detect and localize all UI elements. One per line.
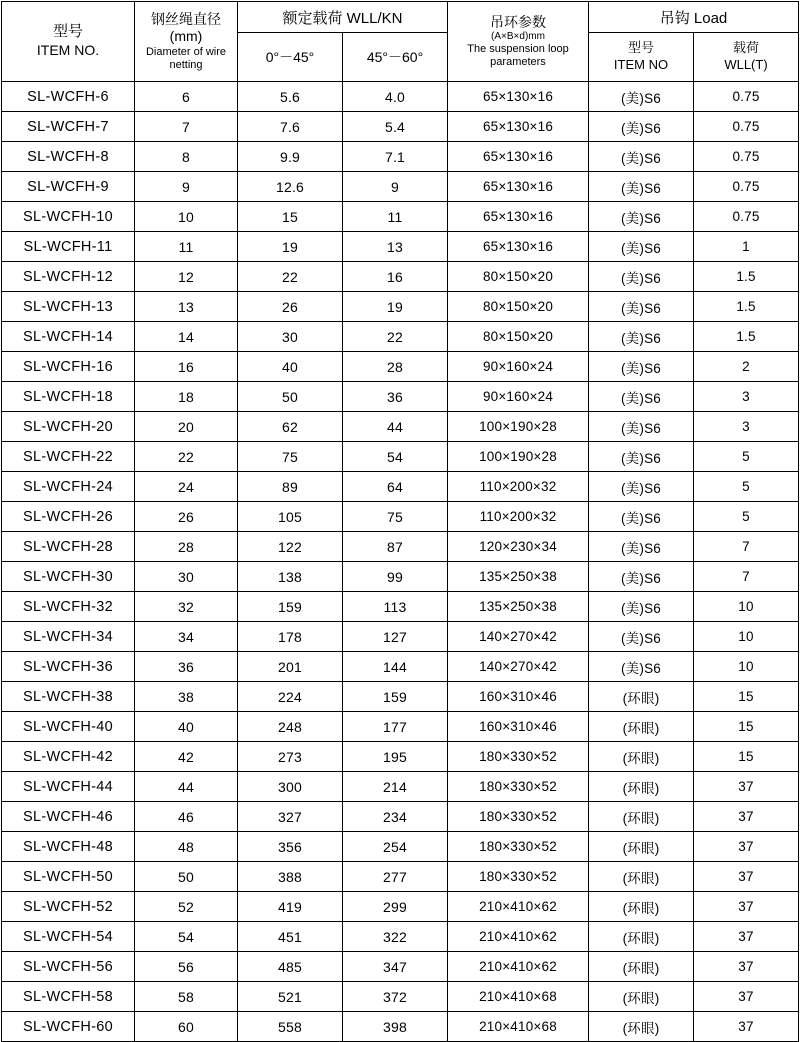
cell-wll-0-45: 419: [238, 892, 343, 922]
cell-wire-diameter: 12: [135, 262, 238, 292]
cell-wire-diameter: 14: [135, 322, 238, 352]
cell-item-no: SL-WCFH-38: [2, 682, 135, 712]
cell-hook-item-no: (美)S6: [589, 292, 694, 322]
cell-wire-diameter: 22: [135, 442, 238, 472]
cell-loop-parameters: 180×330×52: [448, 802, 589, 832]
cell-wire-diameter: 38: [135, 682, 238, 712]
header-hook-item-no: [589, 33, 694, 82]
cell-wll-45-60: 398: [343, 1012, 448, 1042]
cell-loop-parameters: 110×200×32: [448, 502, 589, 532]
cell-loop-parameters: 65×130×16: [448, 172, 589, 202]
table-row: [2, 862, 799, 892]
cell-wire-diameter: 42: [135, 742, 238, 772]
cell-hook-item-no: (美)S6: [589, 172, 694, 202]
cell-hook-load: 15: [694, 682, 799, 712]
table-row: [2, 922, 799, 952]
header-hook-item-cn: 型号: [627, 40, 654, 56]
cell-wire-diameter: 26: [135, 502, 238, 532]
cell-loop-parameters: 140×270×42: [448, 652, 589, 682]
header-wll-0-45: 0°－45°: [238, 33, 343, 82]
cell-item-no: SL-WCFH-36: [2, 652, 135, 682]
cell-hook-item-no: (环眼): [589, 922, 694, 952]
cell-hook-item-no: (美)S6: [589, 112, 694, 142]
cell-hook-item-no: (美)S6: [589, 82, 694, 112]
cell-hook-item-no: (美)S6: [589, 592, 694, 622]
cell-hook-load: 0.75: [694, 142, 799, 172]
cell-item-no: SL-WCFH-16: [2, 352, 135, 382]
cell-hook-item-no: (美)S6: [589, 412, 694, 442]
cell-loop-parameters: 80×150×20: [448, 262, 589, 292]
cell-wire-diameter: 40: [135, 712, 238, 742]
cell-item-no: SL-WCFH-50: [2, 862, 135, 892]
table-row: [2, 292, 799, 322]
cell-hook-load: 0.75: [694, 112, 799, 142]
cell-item-no: SL-WCFH-8: [2, 142, 135, 172]
table-row: [2, 262, 799, 292]
header-hook-group: 吊钩 Load: [589, 2, 799, 33]
table-row: [2, 1012, 799, 1042]
cell-wire-diameter: 9: [135, 172, 238, 202]
cell-wire-diameter: 46: [135, 802, 238, 832]
cell-wll-45-60: 254: [343, 832, 448, 862]
cell-wire-diameter: 7: [135, 112, 238, 142]
cell-loop-parameters: 210×410×62: [448, 952, 589, 982]
cell-wll-45-60: 195: [343, 742, 448, 772]
table-row: [2, 382, 799, 412]
table-row: [2, 982, 799, 1012]
cell-hook-load: 1.5: [694, 292, 799, 322]
cell-wll-0-45: 485: [238, 952, 343, 982]
cell-hook-load: 37: [694, 922, 799, 952]
cell-item-no: SL-WCFH-13: [2, 292, 135, 322]
cell-wll-0-45: 159: [238, 592, 343, 622]
cell-wll-0-45: 388: [238, 862, 343, 892]
cell-wll-0-45: 40: [238, 352, 343, 382]
cell-item-no: SL-WCFH-58: [2, 982, 135, 1012]
cell-hook-load: 37: [694, 952, 799, 982]
cell-loop-parameters: 140×270×42: [448, 622, 589, 652]
cell-hook-item-no: (环眼): [589, 892, 694, 922]
cell-loop-parameters: 90×160×24: [448, 382, 589, 412]
cell-wll-45-60: 75: [343, 502, 448, 532]
cell-loop-parameters: 180×330×52: [448, 832, 589, 862]
cell-hook-load: 37: [694, 772, 799, 802]
cell-loop-parameters: 90×160×24: [448, 352, 589, 382]
cell-wll-0-45: 5.6: [238, 82, 343, 112]
cell-hook-load: 5: [694, 472, 799, 502]
cell-hook-load: 3: [694, 412, 799, 442]
cell-item-no: SL-WCFH-24: [2, 472, 135, 502]
cell-wll-45-60: 22: [343, 322, 448, 352]
cell-item-no: SL-WCFH-34: [2, 622, 135, 652]
cell-wll-45-60: 214: [343, 772, 448, 802]
cell-hook-load: 10: [694, 592, 799, 622]
cell-item-no: SL-WCFH-9: [2, 172, 135, 202]
header-loop-parameters: [448, 2, 589, 82]
cell-hook-item-no: (环眼): [589, 742, 694, 772]
cell-wll-0-45: 89: [238, 472, 343, 502]
cell-wll-45-60: 159: [343, 682, 448, 712]
table-row: [2, 322, 799, 352]
header-item-no-en: ITEM NO.: [36, 42, 100, 59]
table-row: [2, 622, 799, 652]
cell-item-no: SL-WCFH-42: [2, 742, 135, 772]
cell-wll-0-45: 201: [238, 652, 343, 682]
cell-wll-0-45: 451: [238, 922, 343, 952]
header-loop-en: The suspension loop parameters: [467, 43, 569, 69]
header-row-main: [2, 2, 799, 33]
cell-hook-item-no: (美)S6: [589, 232, 694, 262]
cell-wll-0-45: 248: [238, 712, 343, 742]
cell-item-no: SL-WCFH-26: [2, 502, 135, 532]
cell-loop-parameters: 160×310×46: [448, 682, 589, 712]
cell-wll-45-60: 322: [343, 922, 448, 952]
table-row: [2, 232, 799, 262]
cell-item-no: SL-WCFH-40: [2, 712, 135, 742]
cell-wll-0-45: 22: [238, 262, 343, 292]
specification-table: [1, 1, 799, 1042]
cell-wll-45-60: 13: [343, 232, 448, 262]
cell-hook-load: 1: [694, 232, 799, 262]
cell-hook-item-no: (环眼): [589, 1012, 694, 1042]
cell-hook-load: 7: [694, 532, 799, 562]
cell-wll-45-60: 99: [343, 562, 448, 592]
cell-wire-diameter: 20: [135, 412, 238, 442]
cell-loop-parameters: 180×330×52: [448, 742, 589, 772]
cell-wire-diameter: 10: [135, 202, 238, 232]
table-header: [2, 2, 799, 82]
cell-wll-45-60: 127: [343, 622, 448, 652]
cell-wll-45-60: 234: [343, 802, 448, 832]
cell-wll-45-60: 277: [343, 862, 448, 892]
cell-wll-45-60: 177: [343, 712, 448, 742]
cell-wll-45-60: 113: [343, 592, 448, 622]
table-row: [2, 142, 799, 172]
cell-loop-parameters: 65×130×16: [448, 232, 589, 262]
cell-loop-parameters: 135×250×38: [448, 592, 589, 622]
cell-hook-load: 15: [694, 712, 799, 742]
cell-loop-parameters: 80×150×20: [448, 292, 589, 322]
table-row: [2, 652, 799, 682]
cell-wire-diameter: 24: [135, 472, 238, 502]
header-hook-item-en: ITEM NO: [613, 57, 669, 72]
cell-loop-parameters: 210×410×68: [448, 982, 589, 1012]
table-row: [2, 502, 799, 532]
cell-wire-diameter: 8: [135, 142, 238, 172]
header-hook-load-cn: 载荷: [732, 40, 759, 56]
cell-hook-item-no: (美)S6: [589, 202, 694, 232]
cell-wll-45-60: 299: [343, 892, 448, 922]
table-row: [2, 832, 799, 862]
cell-loop-parameters: 100×190×28: [448, 442, 589, 472]
cell-loop-parameters: 135×250×38: [448, 562, 589, 592]
table-row: [2, 532, 799, 562]
cell-item-no: SL-WCFH-60: [2, 1012, 135, 1042]
header-wire-diameter-cn: 钢丝绳直径(mm): [151, 10, 221, 45]
cell-wll-0-45: 105: [238, 502, 343, 532]
cell-item-no: SL-WCFH-44: [2, 772, 135, 802]
cell-wll-0-45: 122: [238, 532, 343, 562]
cell-wll-0-45: 19: [238, 232, 343, 262]
cell-wll-45-60: 5.4: [343, 112, 448, 142]
cell-hook-load: 37: [694, 862, 799, 892]
cell-wire-diameter: 60: [135, 1012, 238, 1042]
cell-hook-item-no: (美)S6: [589, 322, 694, 352]
cell-loop-parameters: 160×310×46: [448, 712, 589, 742]
cell-item-no: SL-WCFH-46: [2, 802, 135, 832]
cell-item-no: SL-WCFH-22: [2, 442, 135, 472]
cell-wll-0-45: 224: [238, 682, 343, 712]
cell-hook-item-no: (美)S6: [589, 262, 694, 292]
cell-item-no: SL-WCFH-14: [2, 322, 135, 352]
cell-item-no: SL-WCFH-6: [2, 82, 135, 112]
cell-loop-parameters: 210×410×68: [448, 1012, 589, 1042]
cell-wire-diameter: 30: [135, 562, 238, 592]
cell-wire-diameter: 16: [135, 352, 238, 382]
cell-hook-load: 0.75: [694, 202, 799, 232]
cell-hook-item-no: (环眼): [589, 772, 694, 802]
cell-hook-load: 37: [694, 832, 799, 862]
cell-wire-diameter: 58: [135, 982, 238, 1012]
cell-wll-0-45: 30: [238, 322, 343, 352]
cell-wll-0-45: 26: [238, 292, 343, 322]
cell-wll-0-45: 15: [238, 202, 343, 232]
cell-hook-load: 1.5: [694, 262, 799, 292]
cell-wll-45-60: 7.1: [343, 142, 448, 172]
table-row: [2, 202, 799, 232]
cell-hook-load: 15: [694, 742, 799, 772]
cell-wire-diameter: 48: [135, 832, 238, 862]
header-item-no: [2, 2, 135, 82]
cell-wire-diameter: 18: [135, 382, 238, 412]
table-row: [2, 892, 799, 922]
table-row: [2, 952, 799, 982]
table-row: [2, 742, 799, 772]
cell-hook-item-no: (环眼): [589, 802, 694, 832]
cell-hook-load: 2: [694, 352, 799, 382]
cell-hook-load: 37: [694, 1012, 799, 1042]
cell-item-no: SL-WCFH-54: [2, 922, 135, 952]
cell-wll-45-60: 36: [343, 382, 448, 412]
cell-hook-item-no: (环眼): [589, 982, 694, 1012]
header-wire-diameter: [135, 2, 238, 82]
cell-wire-diameter: 52: [135, 892, 238, 922]
table-row: [2, 472, 799, 502]
cell-wll-0-45: 12.6: [238, 172, 343, 202]
cell-wire-diameter: 34: [135, 622, 238, 652]
cell-hook-load: 0.75: [694, 82, 799, 112]
cell-hook-item-no: (美)S6: [589, 562, 694, 592]
cell-wll-45-60: 28: [343, 352, 448, 382]
cell-wire-diameter: 36: [135, 652, 238, 682]
cell-loop-parameters: 180×330×52: [448, 772, 589, 802]
cell-wire-diameter: 54: [135, 922, 238, 952]
cell-item-no: SL-WCFH-48: [2, 832, 135, 862]
cell-wll-0-45: 356: [238, 832, 343, 862]
header-item-no-cn: 型号: [52, 23, 83, 41]
table-row: [2, 442, 799, 472]
cell-wire-diameter: 44: [135, 772, 238, 802]
header-loop-sub: (A×B×d)mm: [491, 31, 545, 43]
cell-hook-load: 1.5: [694, 322, 799, 352]
table-row: [2, 412, 799, 442]
cell-item-no: SL-WCFH-12: [2, 262, 135, 292]
cell-hook-item-no: (美)S6: [589, 502, 694, 532]
cell-wll-0-45: 7.6: [238, 112, 343, 142]
cell-hook-load: 5: [694, 442, 799, 472]
cell-wire-diameter: 56: [135, 952, 238, 982]
cell-item-no: SL-WCFH-20: [2, 412, 135, 442]
cell-wire-diameter: 13: [135, 292, 238, 322]
table-row: [2, 352, 799, 382]
cell-hook-load: 37: [694, 802, 799, 832]
cell-hook-load: 37: [694, 892, 799, 922]
cell-hook-load: 10: [694, 652, 799, 682]
cell-hook-item-no: (环眼): [589, 682, 694, 712]
cell-hook-item-no: (美)S6: [589, 472, 694, 502]
table-row: [2, 682, 799, 712]
cell-wll-45-60: 372: [343, 982, 448, 1012]
cell-wire-diameter: 6: [135, 82, 238, 112]
table-body: [2, 82, 799, 1042]
cell-wll-45-60: 54: [343, 442, 448, 472]
cell-loop-parameters: 180×330×52: [448, 862, 589, 892]
cell-item-no: SL-WCFH-32: [2, 592, 135, 622]
cell-wll-45-60: 9: [343, 172, 448, 202]
cell-item-no: SL-WCFH-56: [2, 952, 135, 982]
cell-item-no: SL-WCFH-7: [2, 112, 135, 142]
cell-hook-item-no: (环眼): [589, 952, 694, 982]
cell-hook-item-no: (环眼): [589, 712, 694, 742]
cell-wll-0-45: 327: [238, 802, 343, 832]
table-row: [2, 802, 799, 832]
header-hook-load: [694, 33, 799, 82]
header-wire-diameter-en: Diameter of wire netting: [145, 45, 227, 71]
cell-wll-45-60: 11: [343, 202, 448, 232]
header-loop-cn: 吊环参数: [490, 13, 546, 30]
cell-wll-45-60: 144: [343, 652, 448, 682]
cell-wire-diameter: 50: [135, 862, 238, 892]
table-row: [2, 172, 799, 202]
cell-item-no: SL-WCFH-52: [2, 892, 135, 922]
cell-wll-0-45: 300: [238, 772, 343, 802]
cell-hook-load: 5: [694, 502, 799, 532]
header-hook-load-en: WLL(T): [724, 57, 768, 72]
cell-hook-item-no: (美)S6: [589, 142, 694, 172]
cell-wll-45-60: 19: [343, 292, 448, 322]
cell-wll-0-45: 75: [238, 442, 343, 472]
cell-wll-45-60: 64: [343, 472, 448, 502]
cell-item-no: SL-WCFH-18: [2, 382, 135, 412]
cell-loop-parameters: 65×130×16: [448, 112, 589, 142]
cell-loop-parameters: 210×410×62: [448, 892, 589, 922]
cell-wire-diameter: 11: [135, 232, 238, 262]
cell-wll-45-60: 87: [343, 532, 448, 562]
cell-wll-0-45: 9.9: [238, 142, 343, 172]
cell-item-no: SL-WCFH-10: [2, 202, 135, 232]
cell-wll-45-60: 44: [343, 412, 448, 442]
header-wll-45-60: 45°－60°: [343, 33, 448, 82]
cell-loop-parameters: 120×230×34: [448, 532, 589, 562]
cell-wll-0-45: 273: [238, 742, 343, 772]
cell-loop-parameters: 65×130×16: [448, 82, 589, 112]
cell-hook-load: 37: [694, 982, 799, 1012]
header-wll-group: 额定载荷 WLL/KN: [238, 2, 448, 33]
cell-item-no: SL-WCFH-11: [2, 232, 135, 262]
cell-wll-0-45: 50: [238, 382, 343, 412]
cell-loop-parameters: 110×200×32: [448, 472, 589, 502]
cell-hook-item-no: (环眼): [589, 832, 694, 862]
table-row: [2, 772, 799, 802]
cell-hook-load: 0.75: [694, 172, 799, 202]
cell-wire-diameter: 32: [135, 592, 238, 622]
cell-hook-item-no: (美)S6: [589, 442, 694, 472]
cell-hook-load: 3: [694, 382, 799, 412]
cell-wll-0-45: 138: [238, 562, 343, 592]
cell-loop-parameters: 65×130×16: [448, 202, 589, 232]
cell-wll-0-45: 62: [238, 412, 343, 442]
cell-hook-load: 10: [694, 622, 799, 652]
table-row: [2, 712, 799, 742]
cell-loop-parameters: 65×130×16: [448, 142, 589, 172]
cell-hook-item-no: (美)S6: [589, 352, 694, 382]
cell-loop-parameters: 210×410×62: [448, 922, 589, 952]
cell-hook-item-no: (环眼): [589, 862, 694, 892]
cell-hook-item-no: (美)S6: [589, 652, 694, 682]
cell-item-no: SL-WCFH-28: [2, 532, 135, 562]
cell-wll-45-60: 4.0: [343, 82, 448, 112]
cell-wll-45-60: 16: [343, 262, 448, 292]
cell-wll-0-45: 558: [238, 1012, 343, 1042]
cell-wll-0-45: 178: [238, 622, 343, 652]
cell-hook-load: 7: [694, 562, 799, 592]
cell-loop-parameters: 100×190×28: [448, 412, 589, 442]
cell-wll-0-45: 521: [238, 982, 343, 1012]
cell-hook-item-no: (美)S6: [589, 532, 694, 562]
table-row: [2, 562, 799, 592]
cell-loop-parameters: 80×150×20: [448, 322, 589, 352]
cell-wll-45-60: 347: [343, 952, 448, 982]
table-row: [2, 112, 799, 142]
table-row: [2, 82, 799, 112]
cell-hook-item-no: (美)S6: [589, 382, 694, 412]
cell-item-no: SL-WCFH-30: [2, 562, 135, 592]
cell-wire-diameter: 28: [135, 532, 238, 562]
table-row: [2, 592, 799, 622]
cell-hook-item-no: (美)S6: [589, 622, 694, 652]
